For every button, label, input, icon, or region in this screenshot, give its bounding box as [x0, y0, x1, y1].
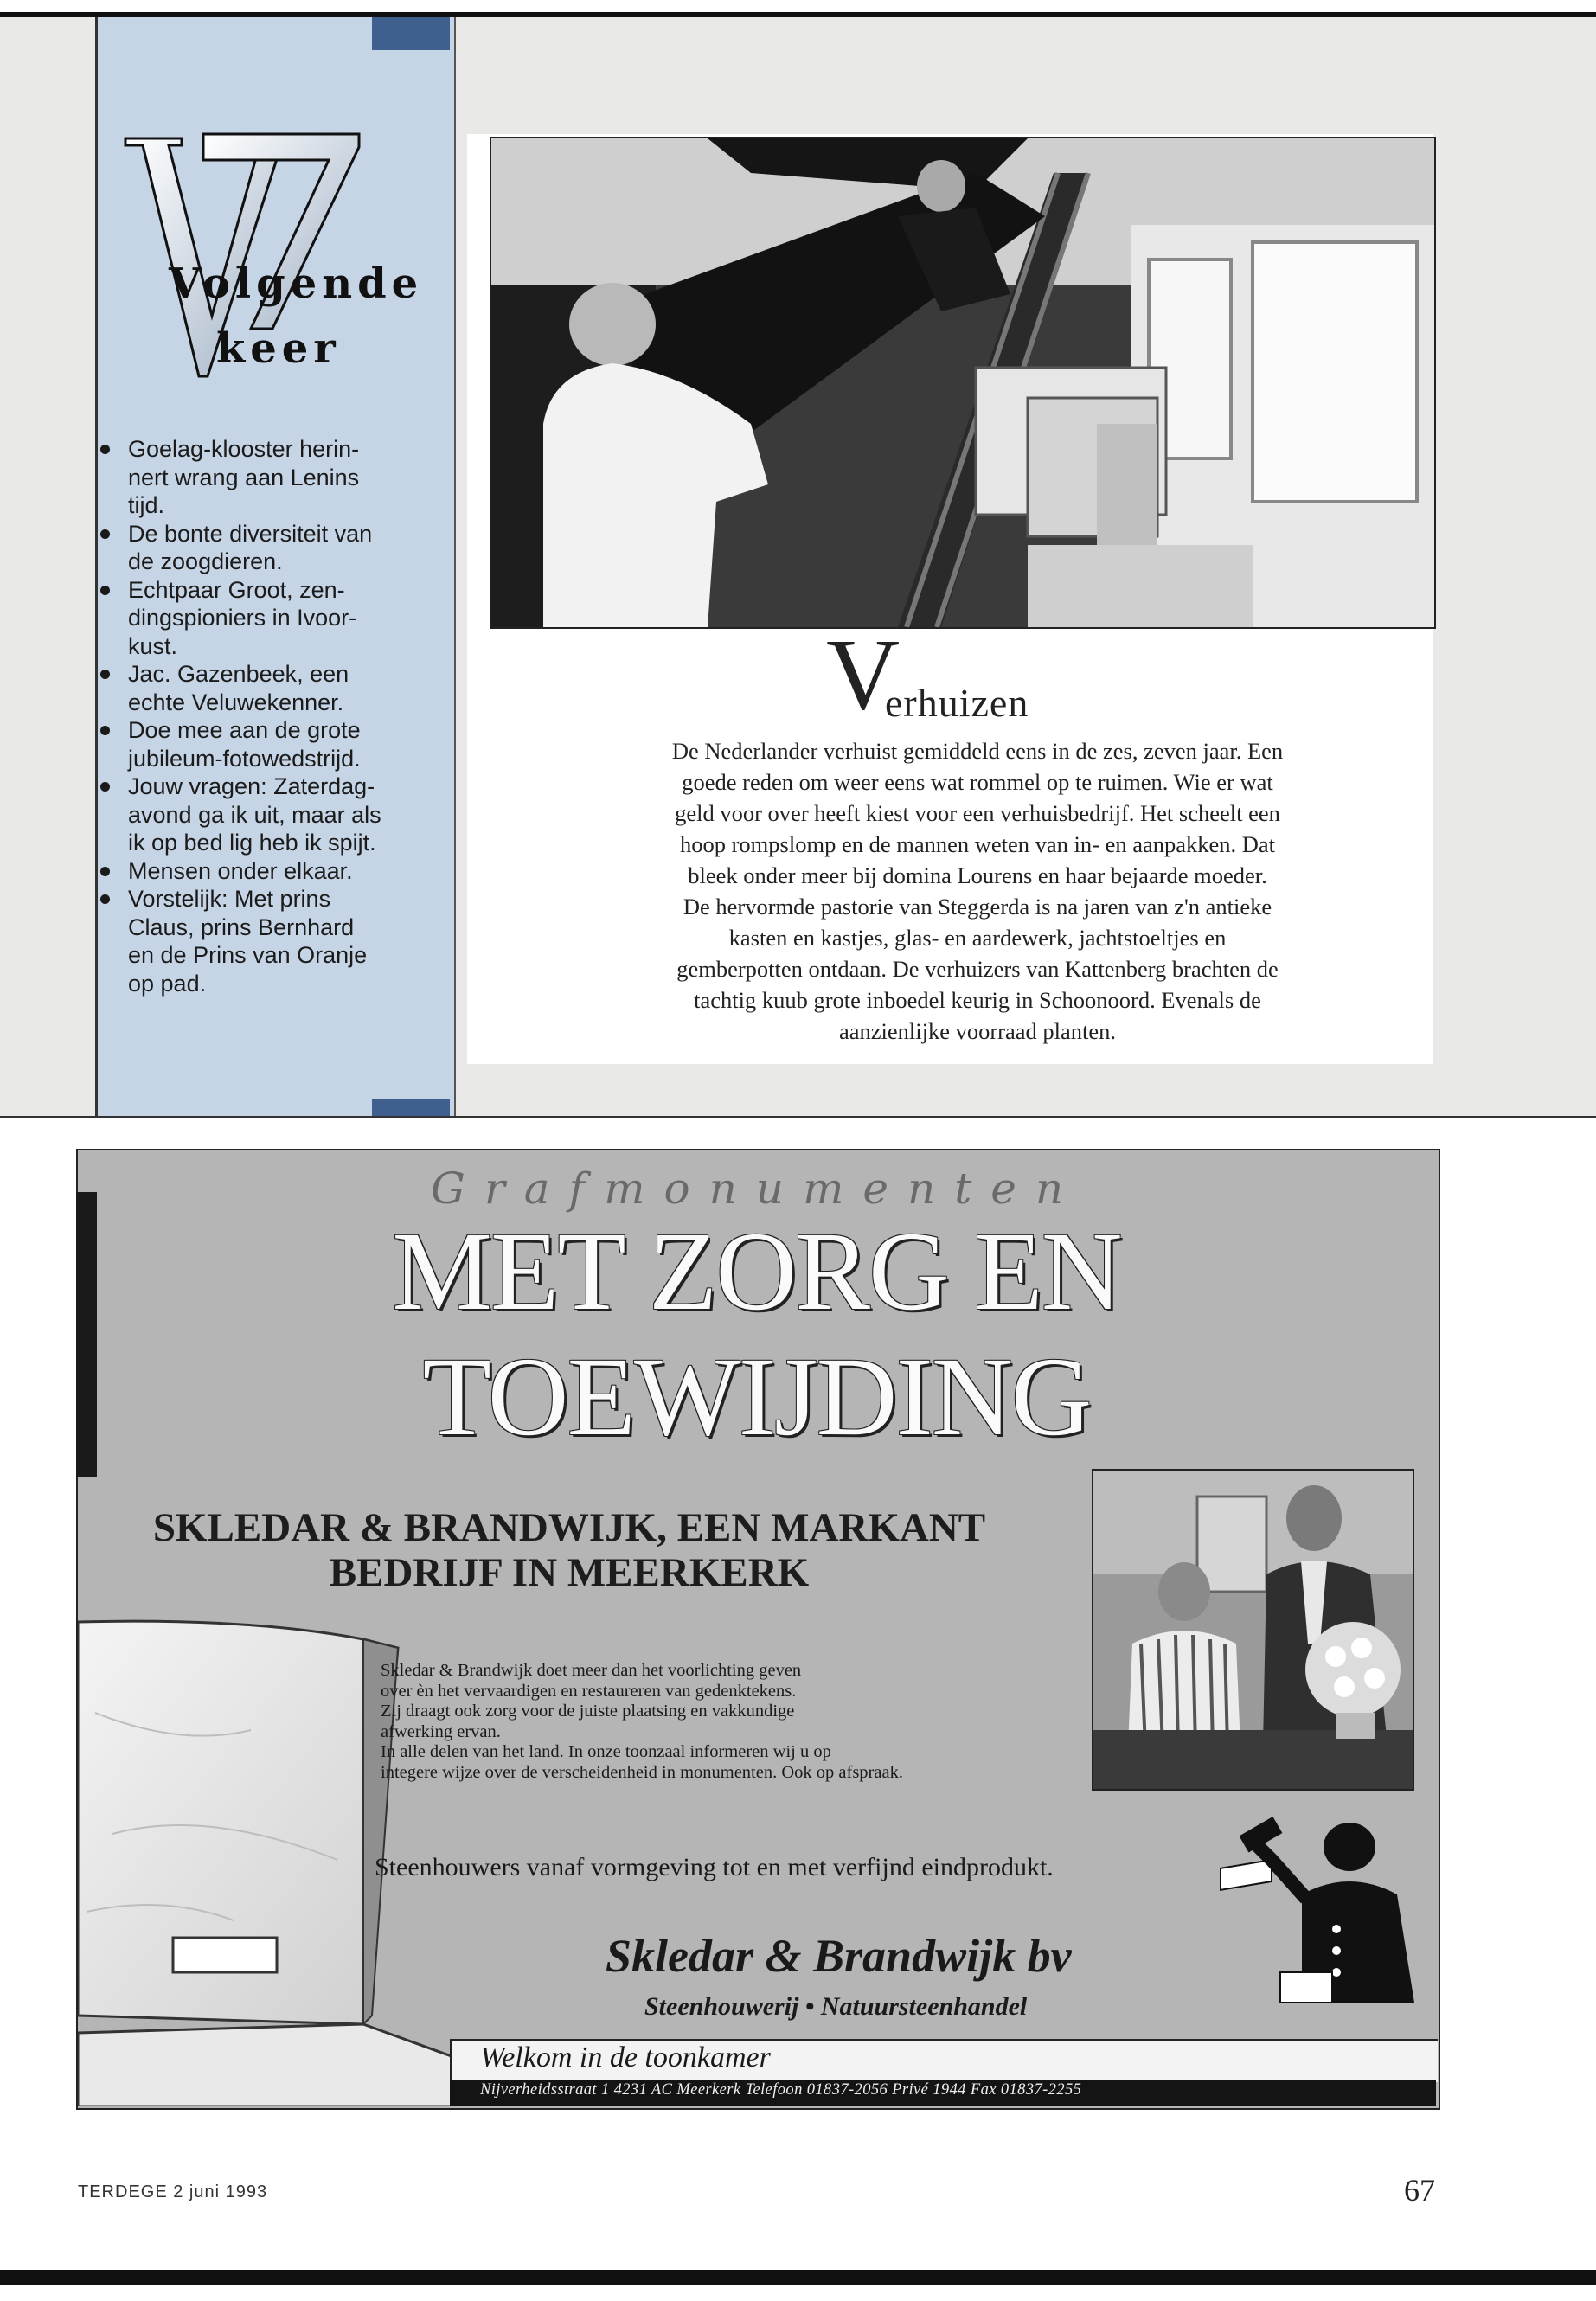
article-body-line: hoop rompslomp en de mannen weten van in- en aanpakken. Dat — [679, 831, 1276, 857]
sidebar-title-line2: keer — [216, 324, 341, 373]
next-issue-item — [97, 716, 439, 772]
ad-specialties: Steenhouwerij • Natuursteenhandel — [644, 1992, 1028, 2021]
next-issue-item — [97, 885, 439, 997]
article-body-line: goede reden om weer eens wat rommel op te ruimen. Wie er wat — [682, 769, 1273, 795]
next-issue-item — [97, 857, 439, 886]
article-body-line: kasten en kastjes, glas- en aardewerk, jachtstoeltjes en — [728, 925, 1227, 951]
bullet-icon — [100, 586, 110, 595]
ad-script-title: Grafmonumenten — [430, 1163, 1083, 1214]
bullet-icon — [100, 529, 110, 539]
article-headline-initial: V — [826, 618, 901, 731]
article-body — [536, 735, 1419, 1047]
article-body-line: gemberpotten ontdaan. De verhuizers van Kattenberg brachten de — [676, 956, 1279, 982]
article-body-line: geld voor over heeft kiest voor een verhuisbedrijf. Het scheelt een — [675, 800, 1280, 826]
ad-subhead-line1: SKLEDAR & BRANDWIJK, EEN MARKANT — [152, 1505, 986, 1550]
next-issue-item-line: Mensen onder elkaar. — [128, 857, 353, 884]
next-issue-item-line: tijd. — [128, 492, 165, 518]
next-issue-item-line: dingspioniers in Ivoor- — [128, 605, 357, 631]
ad-address-text: Nijverheidsstraat 1 4231 AC Meerkerk Telefoon 01837-2056 Privé 1944 Fax 01837-2255 — [480, 2081, 1082, 2099]
bullet-icon — [100, 726, 110, 735]
ad-welcome-text: Welkom in de toonkamer — [480, 2041, 771, 2073]
ad-company-name: Skledar & Brandwijk bv — [606, 1930, 1072, 1982]
ad-body-line: over èn het vervaardigen en restaureren van gedenktekens. — [381, 1681, 797, 1701]
next-issue-item-line: Vorstelijk: Met prins — [128, 886, 331, 912]
next-issue-item-line: ik op bed lig heb ik spijt. — [128, 830, 376, 856]
article-body-line: De hervormde pastorie van Steggerda is na jaren van z'n antieke — [683, 894, 1272, 920]
article-body-line: aanzienlijke voorraad planten. — [838, 1018, 1117, 1044]
ad-body-line: afwerking ervan. — [381, 1721, 501, 1741]
sidebar-tab-top — [372, 17, 450, 50]
ad-body-text — [381, 1661, 1055, 1783]
publication-line: TERDEGE 2 juni 1993 — [78, 2182, 268, 2202]
next-issue-item-line: Claus, prins Bernhard — [128, 913, 355, 940]
next-issue-item — [97, 520, 439, 576]
ad-body-line: In alle delen van het land. In onze toonzaal informeren wij u op — [381, 1742, 831, 1761]
moving-photo — [490, 137, 1436, 629]
next-issue-item-line: de zoogdieren. — [128, 548, 283, 574]
ad-body-line: Zij draagt ook zorg voor de juiste plaatsing en vakkundige — [381, 1702, 795, 1721]
bullet-icon — [100, 445, 110, 454]
article-body-line: bleek onder meer bij domina Lourens en haar bejaarde moeder. — [688, 862, 1267, 888]
next-issue-item-line: Echtpaar Groot, zen- — [128, 576, 345, 603]
bullet-icon — [100, 894, 110, 904]
next-issue-item-line: en de Prins van Oranje — [128, 942, 368, 968]
ad-tagline: Steenhouwers vanaf vormgeving tot en met verfijnd eindprodukt. — [375, 1853, 1054, 1881]
bullet-icon — [100, 782, 110, 792]
next-issue-item-line: Doe mee aan de grote — [128, 717, 361, 743]
owners-photo — [1092, 1469, 1414, 1791]
ad-headline-line1: MET ZORG EN — [392, 1209, 1121, 1334]
next-issue-item-line: Jac. Gazenbeek, een — [128, 661, 349, 687]
next-issue-item-line: avond ga ik uit, maar als — [128, 801, 381, 828]
ad-body-line: integere wijze over de verscheidenheid in monumenten. Ook op afspraak. — [381, 1762, 903, 1782]
sidebar-title-line1: Volgende — [169, 260, 424, 308]
next-issue-item — [97, 772, 439, 857]
next-issue-item-line: Goelag-klooster herin- — [128, 436, 360, 462]
article-body-line: tachtig kuub grote inboedel keurig in Schoonoord. Evenals de — [694, 987, 1261, 1013]
next-issue-item-line: kust. — [128, 632, 178, 659]
sidebar-tab-bottom — [372, 1099, 450, 1116]
page-number: 67 — [1404, 2173, 1435, 2208]
ad-subhead — [76, 1505, 1062, 1595]
next-issue-item-line: nert wrang aan Lenins — [128, 464, 360, 490]
next-issue-list — [97, 435, 439, 997]
bullet-icon — [100, 867, 110, 876]
next-issue-item — [97, 660, 439, 716]
next-issue-item-line: jubileum-fotowedstrijd. — [128, 745, 361, 772]
next-issue-item-line: op pad. — [128, 970, 207, 997]
next-issue-item — [97, 435, 439, 520]
next-issue-item-line: De bonte diversiteit van — [128, 520, 373, 547]
article-headline: erhuizen — [885, 681, 1029, 725]
ad-body-line: Skledar & Brandwijk doet meer dan het voorlichting geven — [381, 1661, 802, 1680]
stonemason-icon — [1220, 1808, 1427, 2003]
ad-subhead-line2: BEDRIJF IN MEERKERK — [329, 1550, 810, 1595]
next-issue-item — [97, 576, 439, 661]
next-issue-item-line: echte Veluwekenner. — [128, 689, 344, 715]
article-body-line: De Nederlander verhuist gemiddeld eens in de zes, zeven jaar. Een — [671, 738, 1284, 764]
next-issue-item-line: Jouw vragen: Zaterdag- — [128, 773, 375, 799]
bottom-rule — [0, 2270, 1596, 2285]
ad-headline-line2: TOEWIJDING — [422, 1335, 1091, 1459]
bullet-icon — [100, 670, 110, 679]
